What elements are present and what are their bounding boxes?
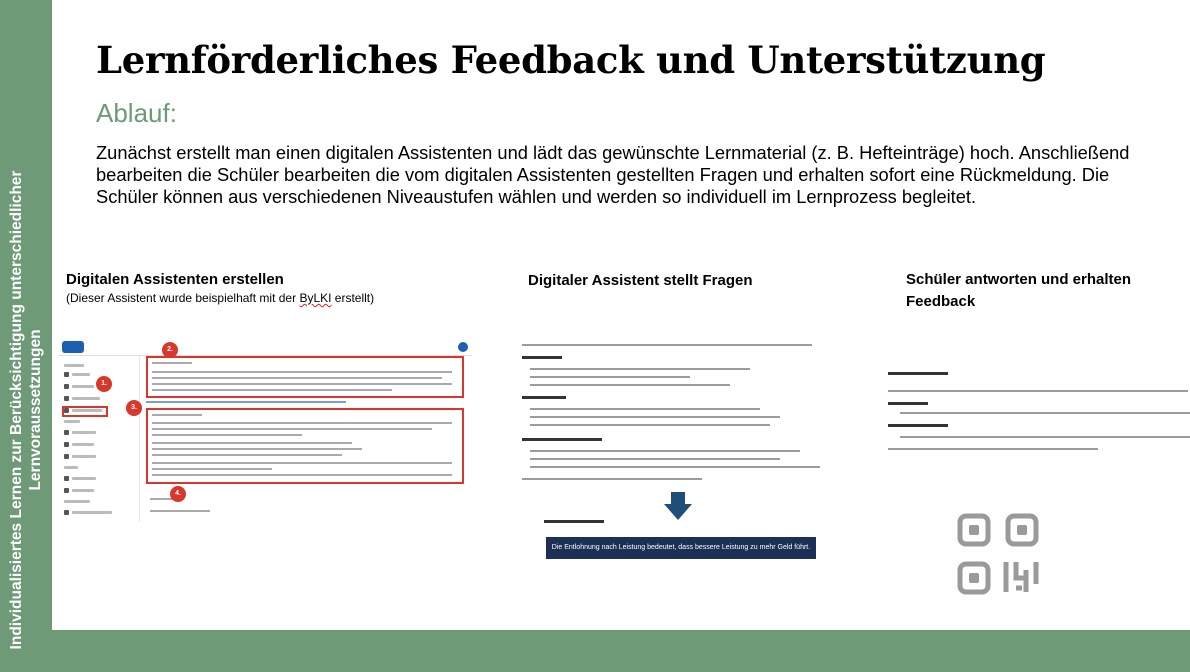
prompt-panel <box>146 408 464 484</box>
description-panel <box>146 356 464 398</box>
answer-label-line <box>544 520 604 523</box>
qr-code-icon <box>956 512 1040 596</box>
note-highlight: ByLKI <box>299 291 332 305</box>
side-title <box>7 130 45 672</box>
column-heading-create: Digitalen Assistenten erstellen <box>66 271 284 288</box>
side-title-line1: Individualisiertes Lernen zur Berücksichtigung unterschiedlicher <box>8 170 25 650</box>
arrow-down-icon <box>664 492 692 520</box>
note-before: (Dieser Assistent wurde beispielhaft mit der <box>66 291 300 305</box>
screenshot-create-assistant <box>58 338 472 522</box>
note-after: erstellt) <box>331 291 375 305</box>
slide-body: Zunächst erstellt man einen digitalen Assistenten und lädt das gewünschte Lernmaterial (z. B. Hefteinträge) hoch. Anschließend bearbeiten die Schüler bearbeiten die vom digitalen Assistenten gestellten Fragen und erhalten sofort eine Rückmeldung. Die Schüler können aus verschiedenen Niveaustufen wählen und werden so individuell im Lernprozess begleitet. <box>96 142 1130 207</box>
step-badge-2: 2. <box>162 342 178 358</box>
nav-highlight <box>62 406 108 417</box>
bottom-band <box>0 630 1190 672</box>
column-heading-questions: Digitaler Assistent stellt Fragen <box>528 272 753 289</box>
avatar <box>458 342 468 352</box>
slide-subtitle: Ablauf: <box>96 98 177 128</box>
slide-title: Lernförderliches Feedback und Unterstützung <box>96 38 1046 82</box>
step-badge-1: 1. <box>96 376 112 392</box>
screenshot-feedback <box>886 368 1190 458</box>
side-text <box>0 0 52 672</box>
student-answer: Die Entlohnung nach Leistung bedeutet, dass bessere Leistung zu mehr Geld führt. <box>546 537 816 559</box>
step-badge-4: 4. <box>170 486 186 502</box>
column-heading-feedback: Schüler antworten und erhalten Feedback <box>906 271 1132 310</box>
side-title-line2: Lernvoraussetzungen <box>27 329 44 491</box>
app-logo <box>62 341 84 353</box>
column-note <box>66 291 374 305</box>
step-badge-3: 3. <box>126 400 142 416</box>
app-topbar <box>58 338 472 356</box>
